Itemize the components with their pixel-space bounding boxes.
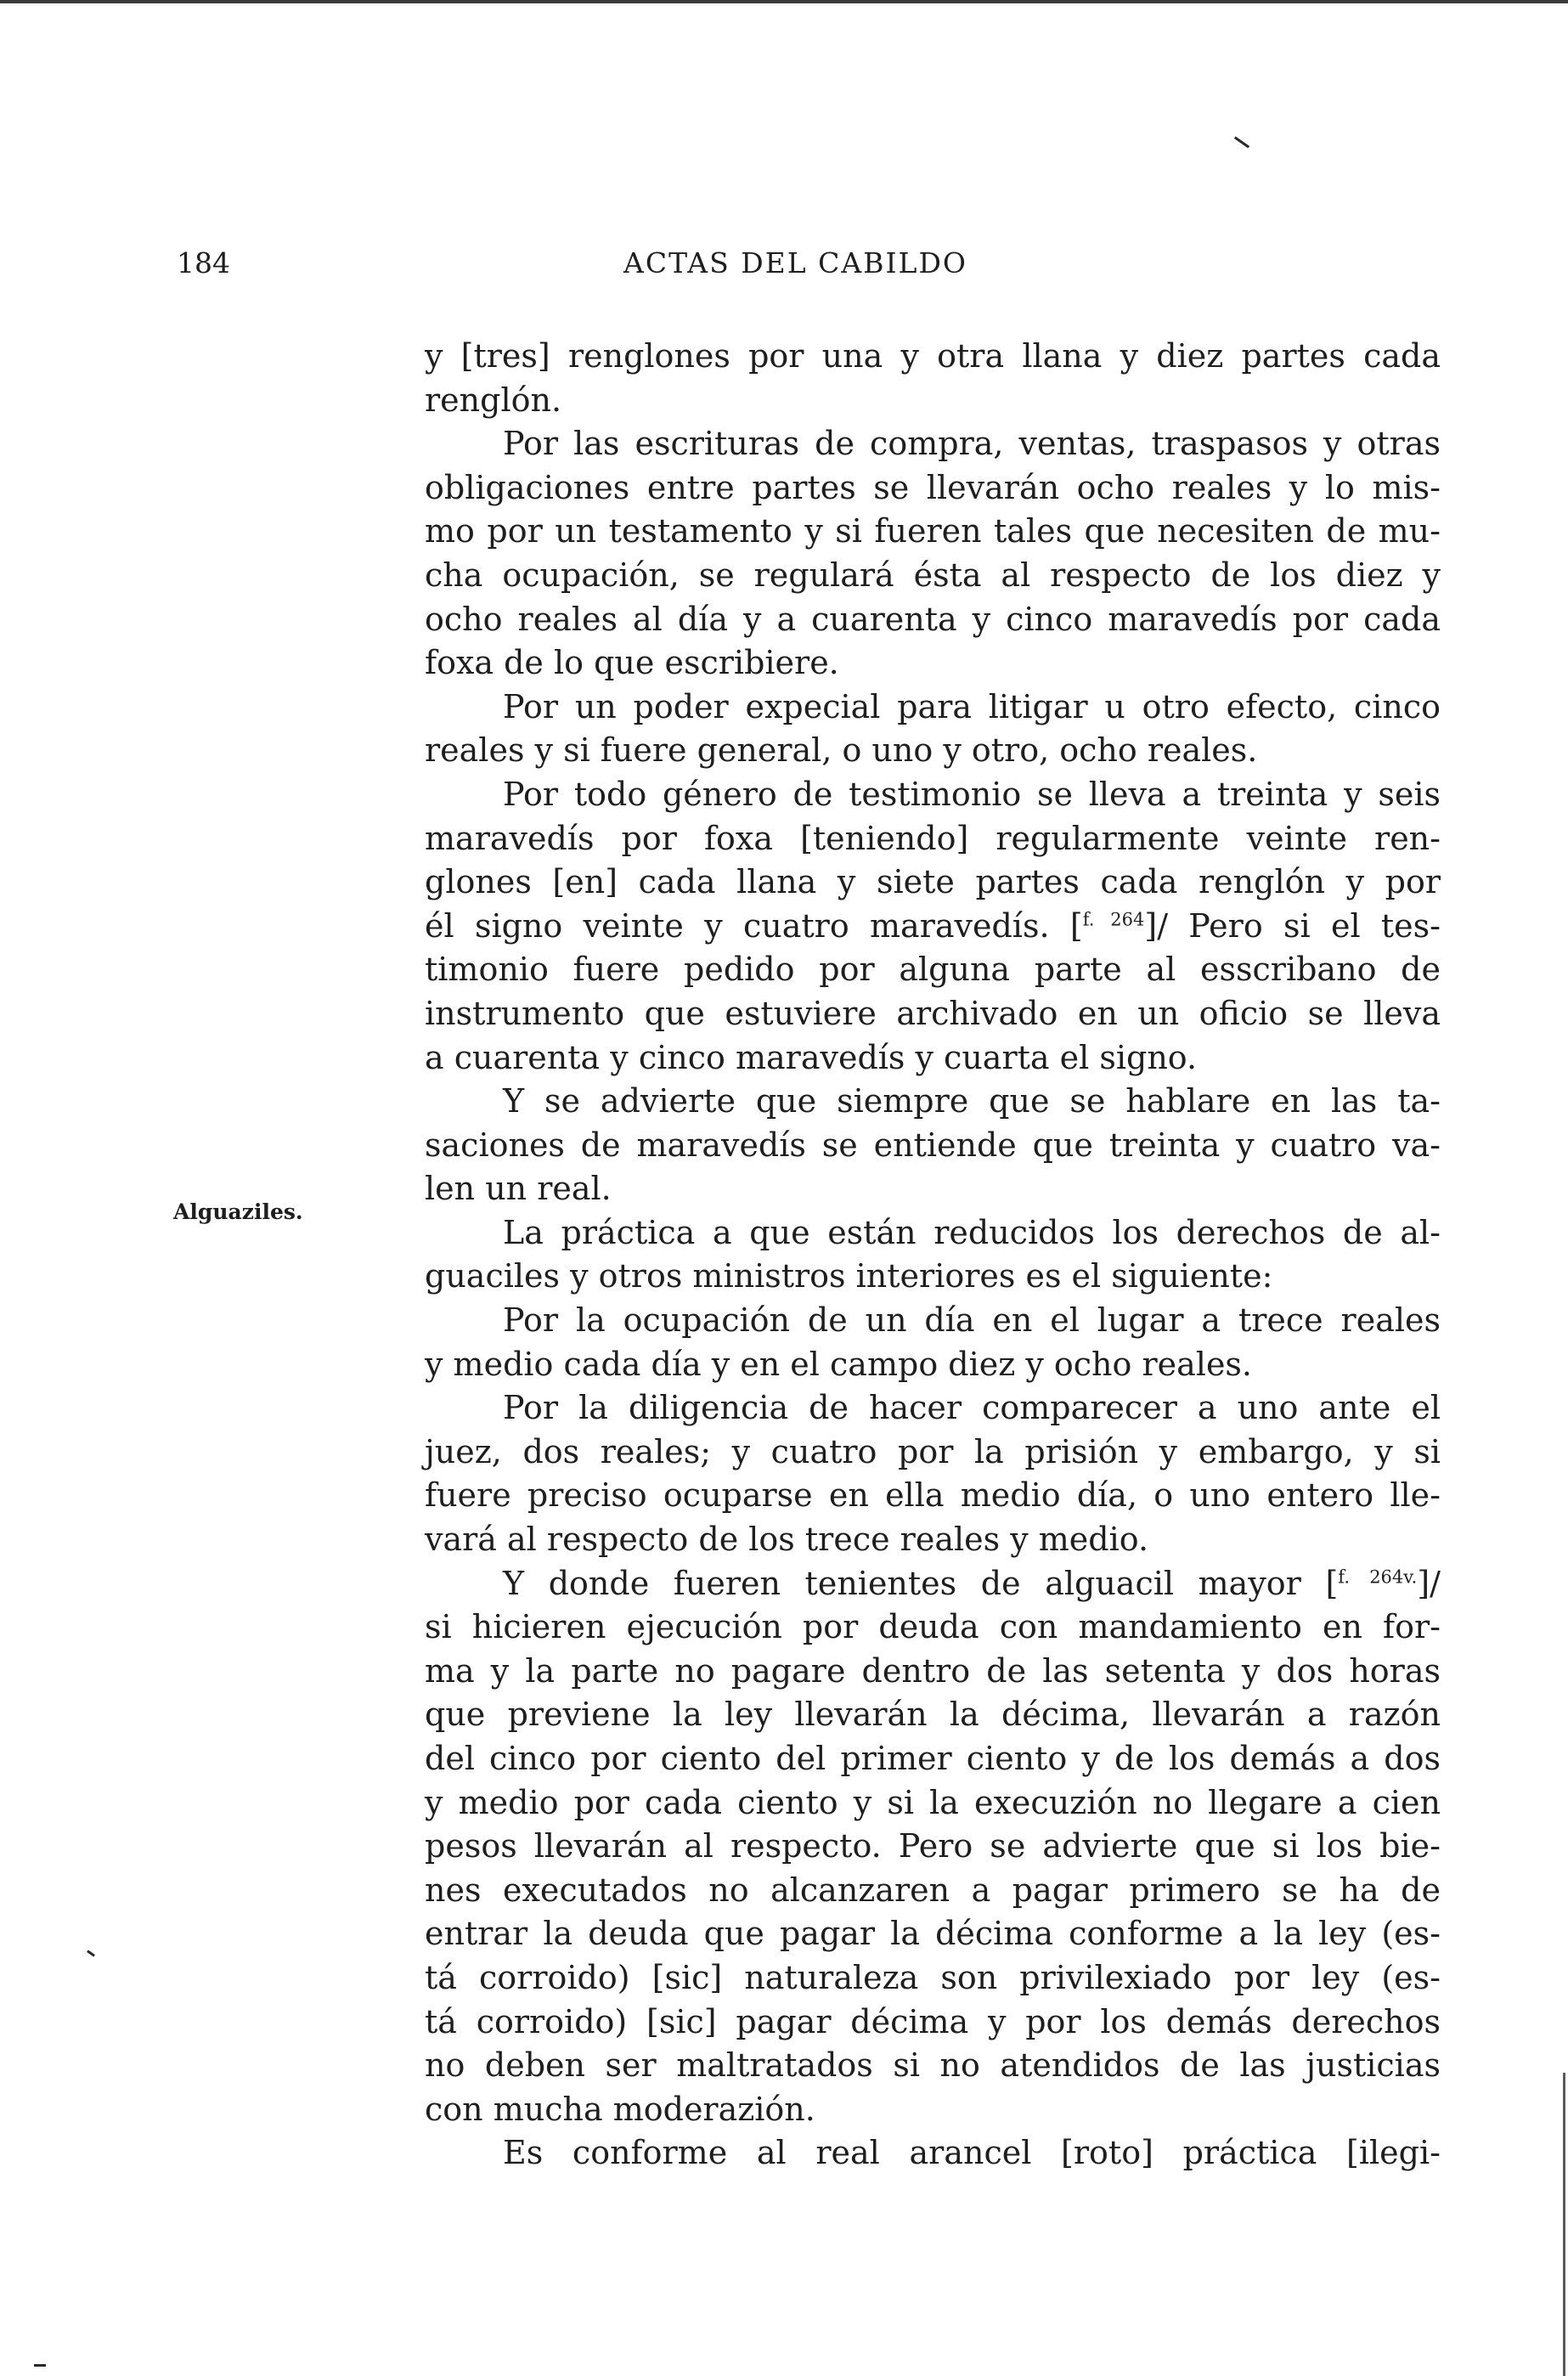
text-line: del cinco por ciento del primer ciento y de los demás a dos (425, 1740, 1441, 1777)
page-number: 184 (177, 246, 230, 279)
text-line: no deben ser maltratados si no atendidos de las justicias (425, 2046, 1441, 2085)
text-line: cha ocupación, se regulará ésta al respecto de los diez y (425, 556, 1441, 594)
running-title: ACTAS DEL CABILDO (623, 246, 967, 279)
text-line: Por la diligencia de hacer comparecer a uno ante el (503, 1389, 1441, 1427)
text-line: tá corroido) [sic] pagar décima y por los demás derechos (425, 2002, 1441, 2040)
text-line: que previene la ley llevarán la décima, llevarán a razón (425, 1696, 1441, 1734)
text-line: saciones de maravedís se entiende que treinta y cuatro va- (425, 1126, 1441, 1164)
text-line: foxa de lo que escribiere. (425, 644, 839, 682)
text-line: glones [en] cada llana y siete partes cada renglón y por (425, 863, 1441, 901)
text-line: entrar la deuda que pagar la décima conforme a la ley (es- (425, 1915, 1441, 1953)
text-line: maravedís por foxa [teniendo] regularmente veinte ren- (425, 819, 1441, 857)
ink-mark (1234, 137, 1249, 149)
text-line: a cuarenta y cinco maravedís y cuarta el signo. (425, 1038, 1198, 1076)
text-line: fuere preciso ocuparse en ella medio día, o uno entero lle- (425, 1476, 1441, 1515)
text-line: Por la ocupación de un día en el lugar a trece reales (503, 1301, 1441, 1340)
ink-mark (87, 1950, 95, 1956)
text-line: renglón. (425, 381, 562, 419)
ink-mark (34, 2364, 46, 2367)
text-line: vará al respecto de los trece reales y medio. (425, 1521, 1149, 1559)
text-line: Por un poder expecial para litigar u otro efecto, cinco (503, 687, 1441, 725)
folio-number: f. 264 (1082, 909, 1145, 930)
text-line: pesos llevarán al respecto. Pero se advierte que si los bie- (425, 1827, 1441, 1865)
text-segment: Y donde fueren tenientes de alguacil mayor (503, 1564, 1301, 1602)
text-line: y medio por cada ciento y si la execuzión no llegare a cien (425, 1783, 1441, 1821)
folio-mark: [$^{f. 264v.}$]/ (1325, 1564, 1441, 1602)
folio-number: f. 264v. (1338, 1566, 1418, 1587)
folio-mark: [$^{f. 264}$]/ Pero si el tes- (1069, 906, 1441, 945)
text-line: con mucha moderazión. (425, 2090, 815, 2128)
text-line: Es conforme al real arancel [roto] práctica [ilegi- (503, 2134, 1441, 2172)
page-edge (0, 0, 1568, 3)
body-text (425, 335, 1441, 2176)
text-line: mo por un testamento y si fueren tales que necesiten de mu- (425, 512, 1441, 550)
margin-note: Alguaziles. (173, 1199, 303, 1224)
text-line: instrumento que estuviere archivado en un oficio se lleva (425, 994, 1441, 1032)
text-line: reales y si fuere general, o uno y otro, ocho reales. (425, 731, 1258, 770)
text-line: nes executados no alcanzaren a pagar primero se ha de (425, 1871, 1441, 1909)
text-line: ma y la parte no pagare dentro de las setenta y dos horas (425, 1651, 1441, 1690)
text-line: y medio cada día y en el campo diez y ocho reales. (425, 1345, 1253, 1383)
text-line: Por todo género de testimonio se lleva a treinta y seis (503, 775, 1441, 813)
text-segment: él signo veinte y cuatro maravedís. (425, 906, 1050, 945)
text-line: tá corroido) [sic] naturaleza son privilexiado por ley (es- (425, 1958, 1441, 1996)
text-line: ocho reales al día y a cuarenta y cinco maravedís por cada (425, 600, 1441, 638)
text-line: len un real. (425, 1170, 612, 1208)
text-line: juez, dos reales; y cuatro por la prisión y embargo, y si (425, 1432, 1441, 1470)
running-head (0, 246, 1568, 289)
text-line: si hicieren ejecución por deuda con mandamiento en for- (425, 1608, 1441, 1646)
text-line: timonio fuere pedido por alguna parte al esscribano de (425, 951, 1441, 989)
text-line: guaciles y otros ministros interiores es el siguiente: (425, 1257, 1273, 1295)
text-line: Por las escrituras de compra, ventas, traspasos y otras (503, 425, 1441, 463)
text-line-with-folio (425, 905, 1441, 949)
text-line: La práctica a que están reducidos los derechos de al- (503, 1213, 1441, 1251)
text-line-with-folio (425, 1562, 1441, 1606)
text-line: obligaciones entre partes se llevarán ocho reales y lo mis- (425, 468, 1441, 506)
page-edge-right (1563, 2073, 1565, 2376)
text-line: y [tres] renglones por una y otra llana y diez partes cada (425, 337, 1441, 375)
text-line: Y se advierte que siempre que se hablare en las ta- (503, 1082, 1441, 1120)
